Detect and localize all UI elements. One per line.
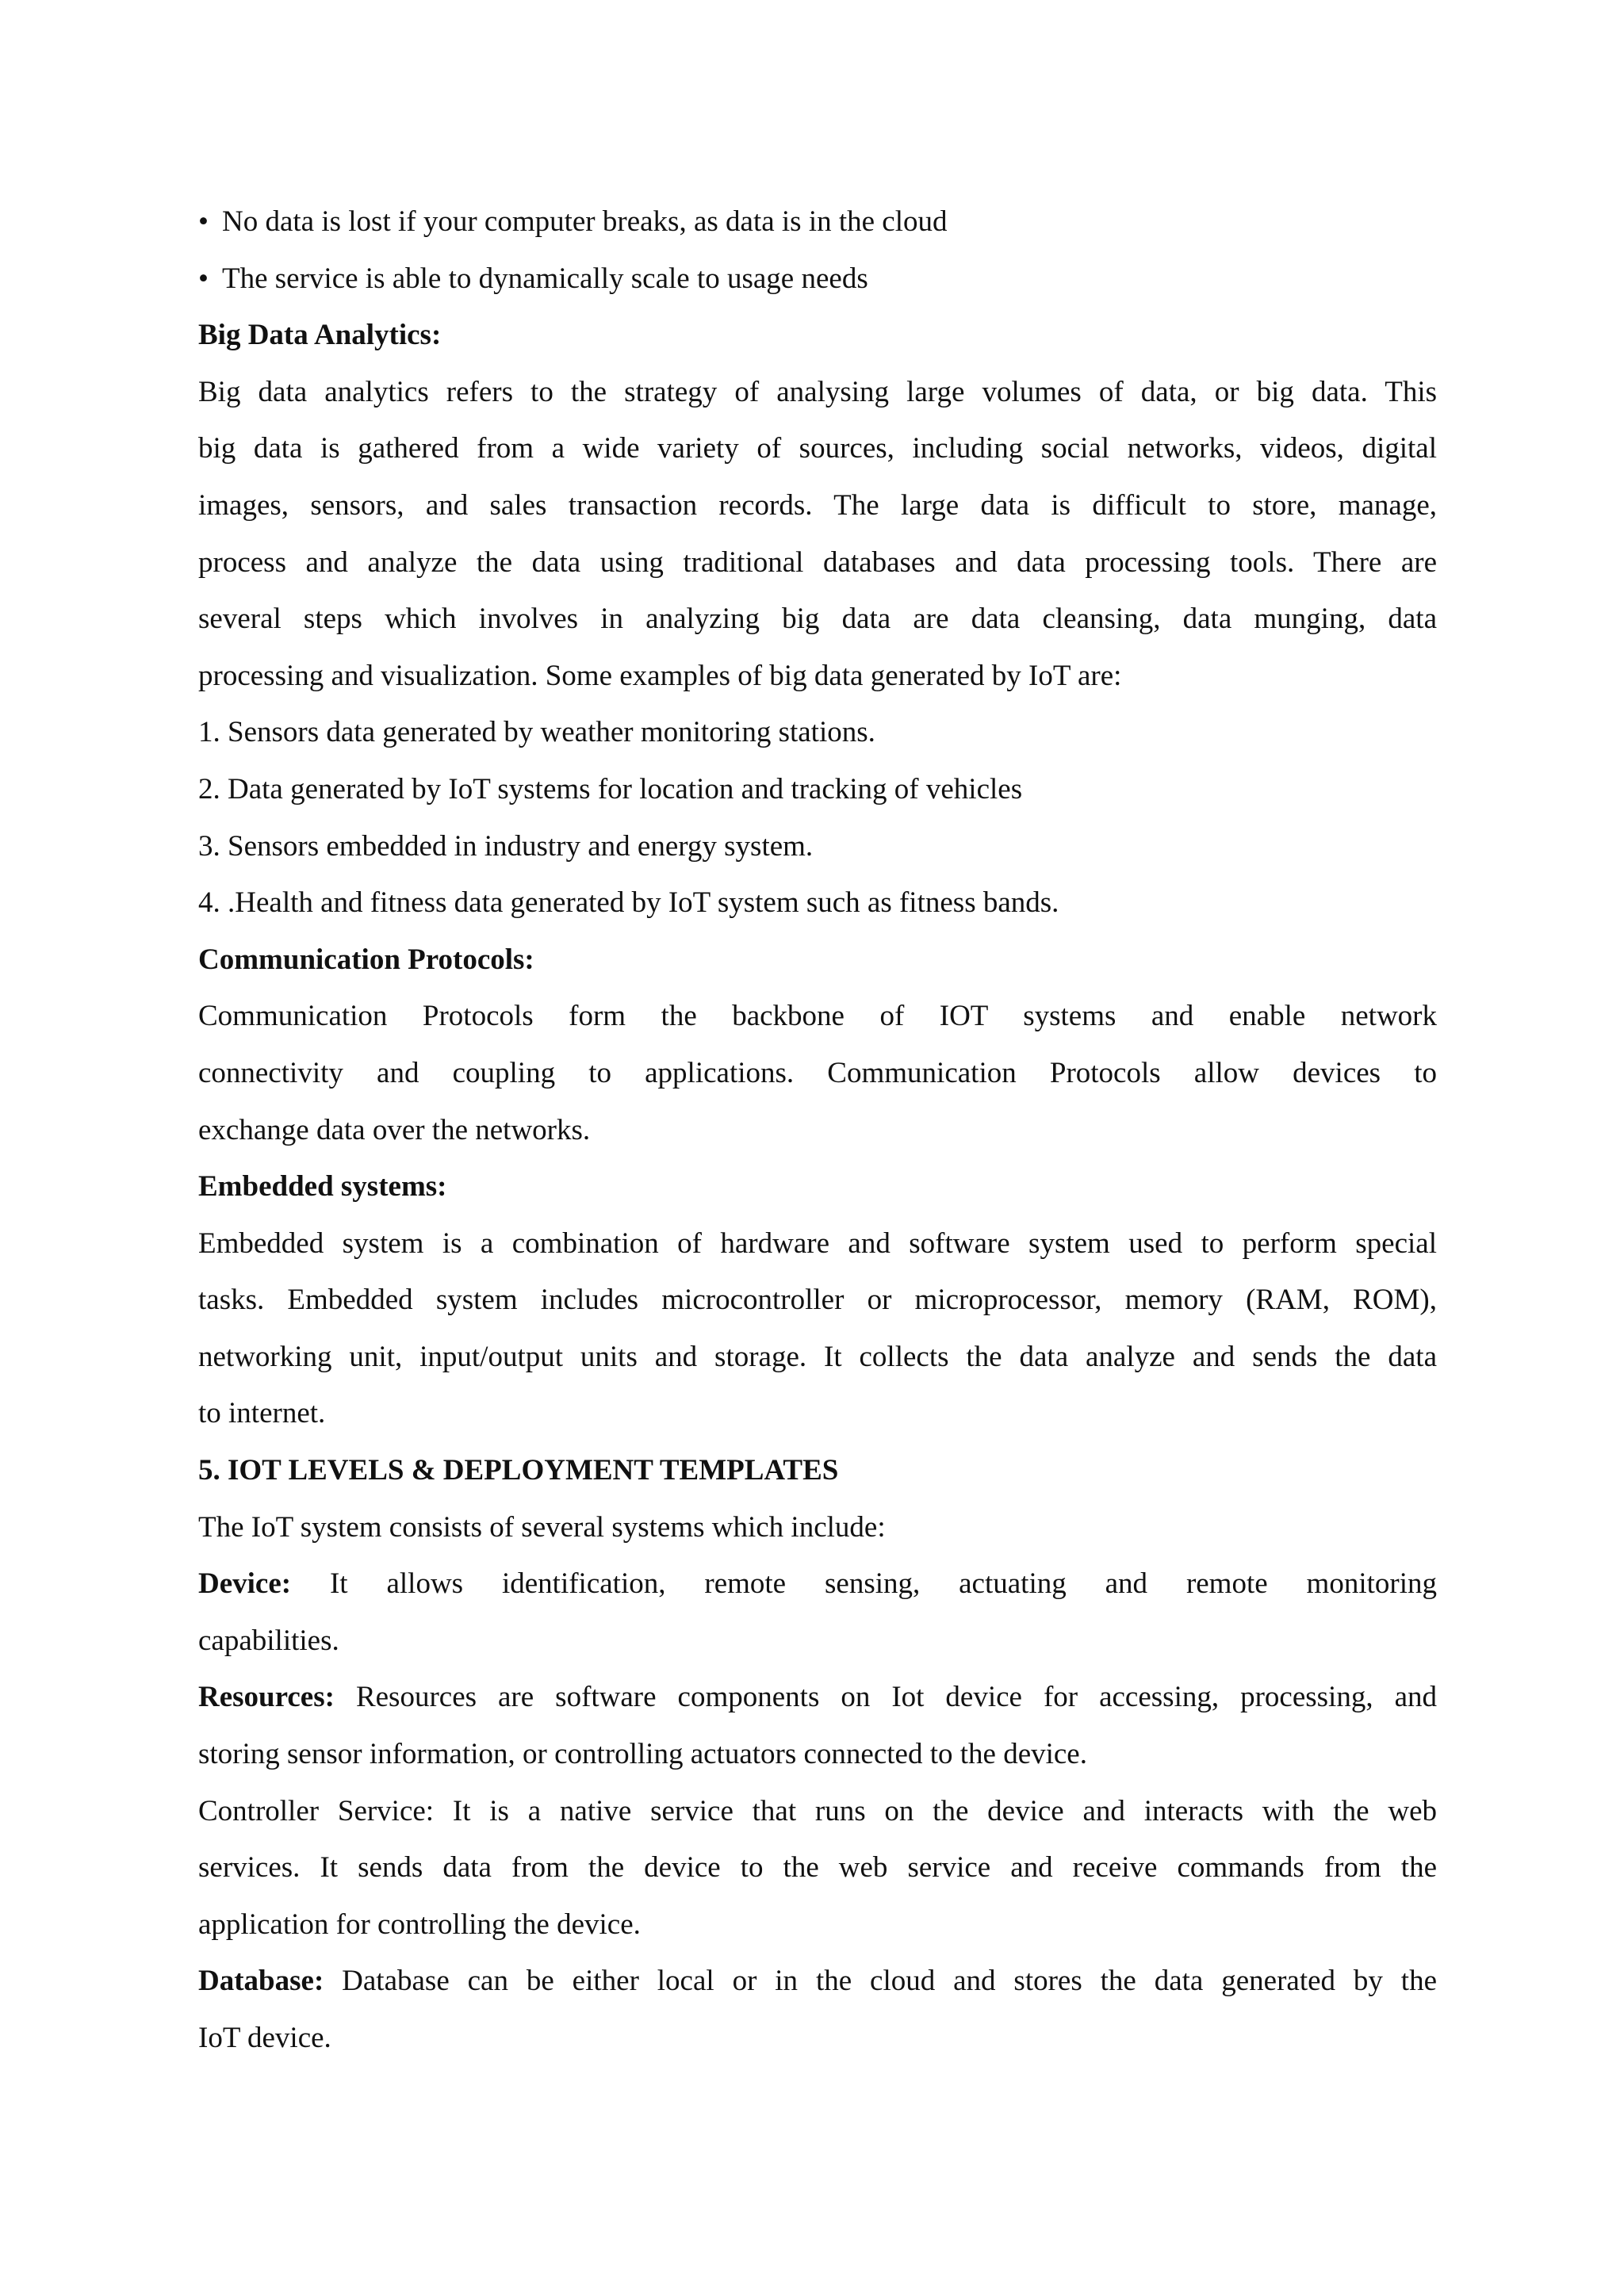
device-definition-line: Device: It allows identification, remote sensing, actuating and remote monitoring bbox=[198, 1567, 1437, 1601]
term-label: Resources: bbox=[198, 1681, 335, 1714]
list-item: 2. Data generated by IoT systems for location and tracking of vehicles bbox=[198, 772, 1023, 806]
paragraph-line: several steps which involves in analyzing big data are data cleansing, data munging, data bbox=[198, 603, 1437, 636]
list-item: 1. Sensors data generated by weather monitoring stations. bbox=[198, 716, 875, 749]
section-heading: Embedded systems: bbox=[198, 1170, 447, 1203]
list-item: 3. Sensors embedded in industry and energy system. bbox=[198, 829, 814, 863]
paragraph-line: The IoT system consists of several systems which include: bbox=[198, 1510, 886, 1544]
paragraph-line: networking unit, input/output units and storage. It collects the data analyze and sends the data bbox=[198, 1340, 1437, 1373]
bullet-icon: • bbox=[198, 262, 209, 295]
paragraph-line: exchange data over the networks. bbox=[198, 1113, 591, 1146]
section-heading: Big Data Analytics: bbox=[198, 319, 442, 352]
term-label: Database: bbox=[198, 1965, 324, 1998]
paragraph-line: Big data analytics refers to the strategy of analysing large volumes of data, or big data. This bbox=[198, 375, 1437, 408]
paragraph-line: services. It sends data from the device to the web service and receive commands from the bbox=[198, 1851, 1437, 1885]
paragraph-line: Controller Service: It is a native service that runs on the device and interacts with the web bbox=[198, 1794, 1437, 1827]
term-label: Device: bbox=[198, 1567, 292, 1601]
section-heading: Communication Protocols: bbox=[198, 943, 534, 976]
paragraph-line: connectivity and coupling to applications. Communication Protocols allow devices to bbox=[198, 1056, 1437, 1089]
database-definition-line: Database: Database can be either local or in the cloud and stores the data generated by the bbox=[198, 1965, 1437, 1998]
paragraph-line: processing and visualization. Some examples of big data generated by IoT are: bbox=[198, 659, 1122, 692]
paragraph-line: storing sensor information, or controlling actuators connected to the device. bbox=[198, 1738, 1087, 1771]
paragraph-line: capabilities. bbox=[198, 1624, 339, 1657]
bullet-icon: • bbox=[198, 205, 209, 238]
paragraph-line: application for controlling the device. bbox=[198, 1908, 641, 1941]
bullet-item: • The service is able to dynamically scale to usage needs bbox=[198, 251, 1437, 308]
paragraph-line: big data is gathered from a wide variety of sources, including social networks, videos, digital bbox=[198, 432, 1437, 465]
paragraph-line: tasks. Embedded system includes microcontroller or microprocessor, memory (RAM, ROM), bbox=[198, 1284, 1437, 1317]
resources-definition-line: Resources: Resources are software components on Iot device for accessing, processing, and bbox=[198, 1681, 1437, 1714]
list-item: 4. .Health and fitness data generated by IoT system such as fitness bands. bbox=[198, 886, 1059, 920]
paragraph-line: Embedded system is a combination of hardware and software system used to perform special bbox=[198, 1226, 1437, 1260]
paragraph-line: Communication Protocols form the backbone of IOT systems and enable network bbox=[198, 1000, 1437, 1033]
paragraph-line: IoT device. bbox=[198, 2022, 331, 2054]
page-content bbox=[198, 193, 1437, 2067]
section-heading: 5. IOT LEVELS & DEPLOYMENT TEMPLATES bbox=[198, 1454, 839, 1487]
bullet-item: • No data is lost if your computer breaks, as data is in the cloud bbox=[198, 193, 1437, 251]
paragraph-line: images, sensors, and sales transaction records. The large data is difficult to store, manage, bbox=[198, 488, 1437, 522]
paragraph-line: to internet. bbox=[198, 1397, 326, 1430]
paragraph-line: process and analyze the data using traditional databases and data processing tools. There are bbox=[198, 545, 1437, 579]
